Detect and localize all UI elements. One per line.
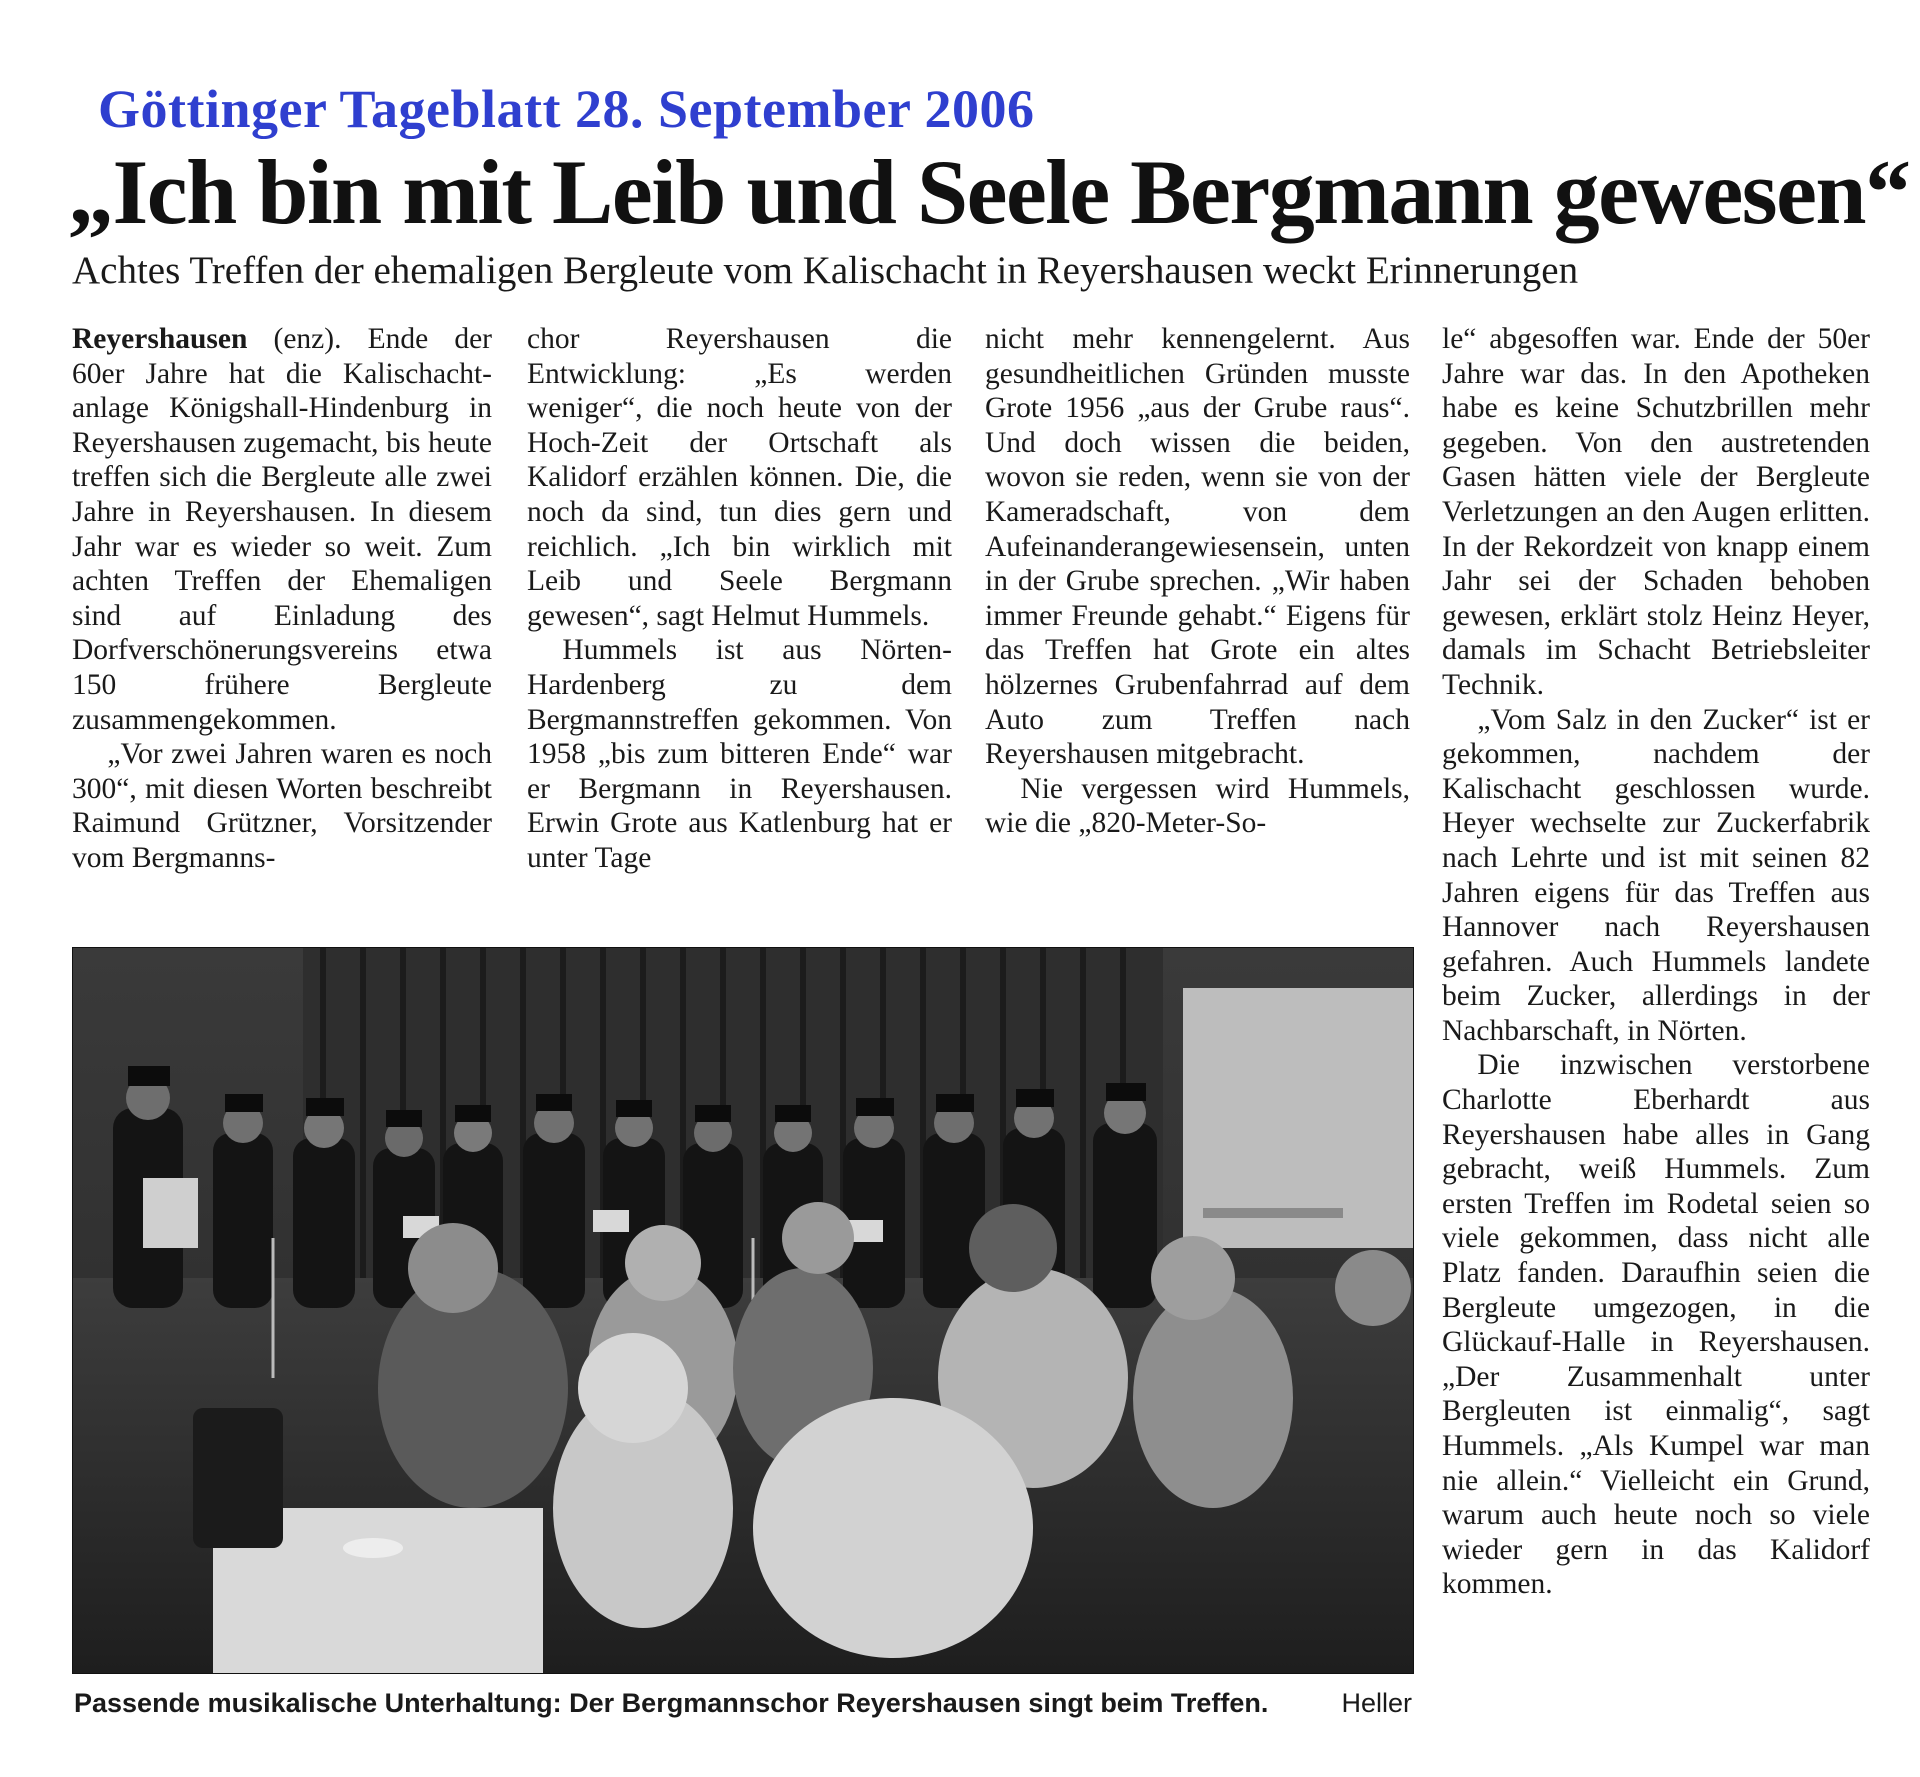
choir-photo [72,947,1414,1674]
photo-credit: Heller [1341,1688,1412,1718]
article-dateline: Reyershausen [72,323,248,355]
article-paragraph: „Vor zwei Jahren waren es noch 300“, mit diesen Worten beschreibt Raimund Grützner, Vorsitzender vom Bergmanns- [72,738,492,874]
photo-caption-text: Passende musikalische Unterhaltung: Der Bergmannschor Reyershausen singt beim Treffen. [74,1688,1269,1718]
article-paragraph [72,322,492,737]
article-column-3 [985,322,1410,841]
article-paragraph: nicht mehr kennengelernt. Aus gesundheitlichen Gründen musste Grote 1956 „aus der Grube raus“. Und doch wissen die beiden, wovon sie reden, wenn sie von der Kameradschaft, von dem Aufeinanderangewiesensein, unten in der Grube sprechen. „Wir haben immer Freunde gehabt.“ Eigens für das Treffen hat Grote ein altes hölzernes Grubenfahrrad auf dem Auto zum Treffen nach Reyershausen mitgebracht. [985,323,1410,771]
article-paragraph-text: (enz). Ende der 60er Jahre hat die Kalischacht-anlage Königshall-Hindenburg in Reyershausen zugemacht, bis heute treffen sich die Bergleute alle zwei Jahre in Reyershausen. In diesem Jahr war es wieder so weit. Zum achten Treffen der Ehemaligen sind auf Einladung des Dorfverschönerungsvereins etwa 150 frühere Bergleute zusammengekommen. [72,323,492,736]
choir-photo-illustration [73,948,1413,1673]
article-paragraph: chor Reyershausen die Entwicklung: „Es werden weniger“, die noch heute von der Hoch-Zeit der Ortschaft als Kalidorf erzählen können. Die, die noch da sind, tun dies gern und reichlich. „Ich bin wirklich mit Leib und Seele Bergmann gewesen“, sagt Helmut Hummels. [527,323,952,632]
article-subheadline: Achtes Treffen der ehemaligen Bergleute vom Kalischacht in Reyershausen weckt Erinnerungen [72,249,1579,292]
article-headline: „Ich bin mit Leib und Seele Bergmann gewesen“ [68,141,1910,243]
article-column-2 [527,322,952,876]
article-column-1 [72,322,492,876]
newspaper-source-line: Göttinger Tageblatt 28. September 2006 [98,79,1035,139]
article-paragraph: Hummels ist aus Nörten-Hardenberg zu dem Bergmannstreffen gekommen. Von 1958 „bis zum bitteren Ende“ war er Bergmann in Reyershausen. Erwin Grote aus Katlenburg hat er unter Tage [527,634,952,874]
article-paragraph: „Vom Salz in den Zucker“ ist er gekommen, nachdem der Kalischacht geschlossen wurde. Heyer wechselte zur Zuckerfabrik nach Lehrte und ist mit seinen 82 Jahren eigens für das Treffen aus Hannover nach Reyershausen gefahren. Auch Hummels landete beim Zucker, allerdings in der Nachbarschaft, in Nörten. [1442,703,1870,1047]
article-paragraph: Die inzwischen verstorbene Charlotte Eberhardt aus Reyershausen habe alles in Gang gebracht, weiß Hummels. Zum ersten Treffen im Rodetal seien so viele gekommen, dass nicht alle Platz fanden. Daraufhin seien die Bergleute umgezogen, in die Glückauf-Halle in Reyershausen. „Der Zusammenhalt unter Bergleuten ist einmalig“, sagt Hummels. „Als Kumpel war man nie allein.“ Vielleicht ein Grund, warum auch heute noch so viele wieder gern in das Kalidorf kommen. [1442,1049,1870,1601]
article-paragraph: le“ abgesoffen war. Ende der 50er Jahre war das. In den Apotheken habe es keine Schutzbrillen mehr gegeben. Von den austretenden Gasen hätten viele der Bergleute Verletzungen an den Augen erlitten. In der Rekordzeit von knapp einem Jahr sei der Schaden behoben gewesen, erklärt stolz Heinz Heyer, damals im Schacht Betriebsleiter Technik. [1442,323,1870,701]
article-paragraph: Nie vergessen wird Hummels, wie die „820-Meter-So- [985,772,1410,840]
article-column-4 [1442,322,1870,1602]
photo-caption [74,1686,1412,1720]
